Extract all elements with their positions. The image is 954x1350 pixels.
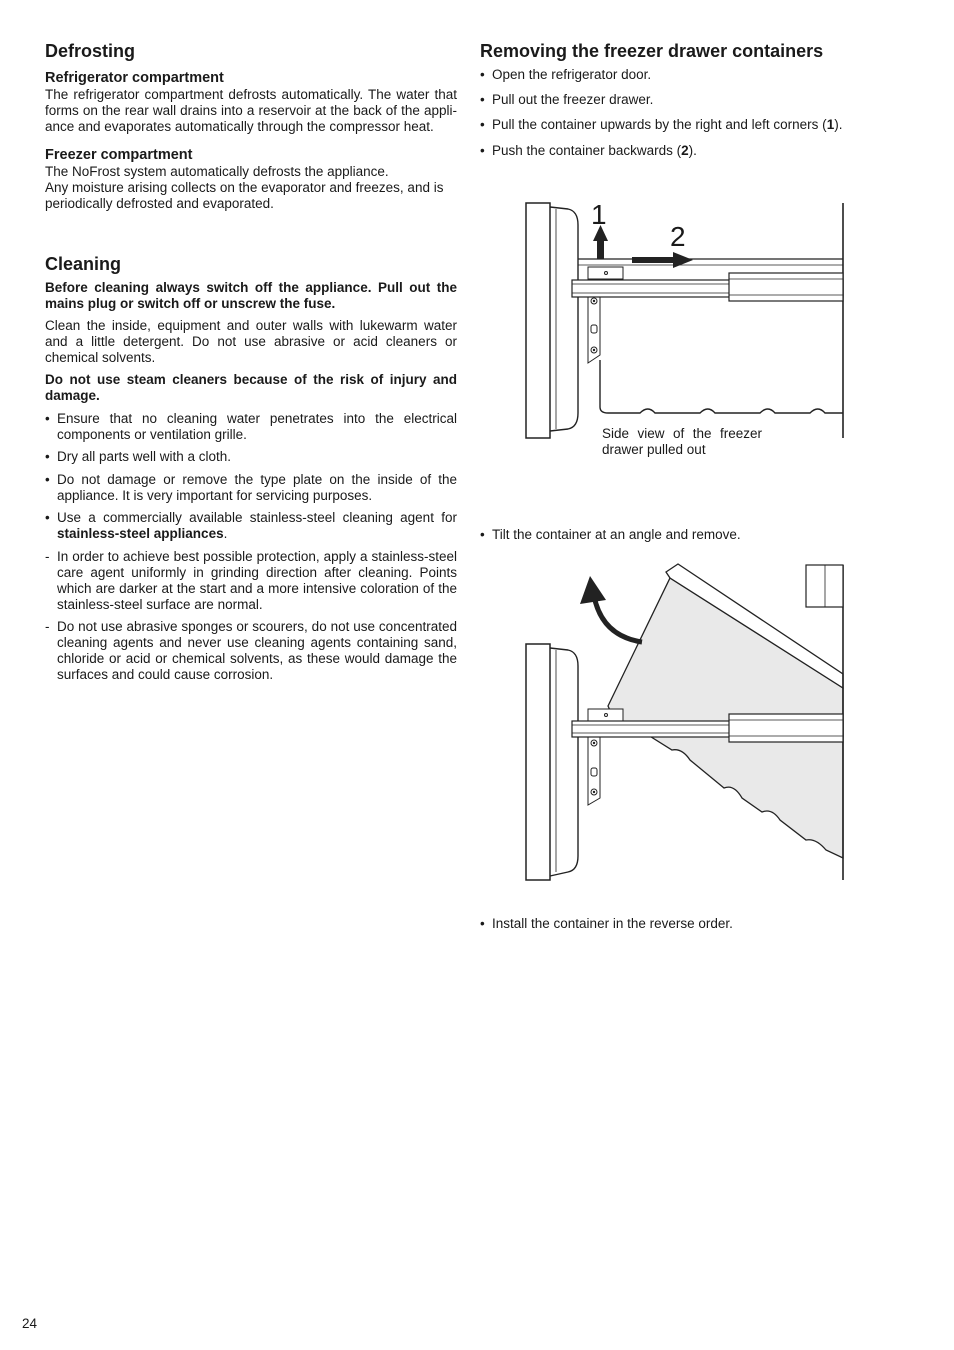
step-tilt-list xyxy=(480,527,880,543)
step-tilt-remove: • Tilt the container at an angle and remove. xyxy=(480,527,880,543)
stainless-bullet-prefix: Use a commercially available stainless-steel cleaning agent for xyxy=(57,510,457,525)
stainless-care-item-protection: - In order to achieve best possible protection, apply a stainless-steel care agent uniformly in grinding direction after cleaning. Points which are darker at the start and a more intensive coloration of the stainless-steel surface are normal. xyxy=(45,549,457,613)
step4-prefix: Push the container backwards ( xyxy=(492,143,682,158)
stainless-bullet-bold: stainless-steel appliances xyxy=(57,526,224,541)
cleaning-bullet-stainless-steel xyxy=(45,510,457,542)
stainless-care-item-abrasives: - Do not use abrasive sponges or scourers, do not use concentrated cleaning agents and never use cleaning agents containing sand, chloride or acid or chemical solvents, as these would damage the surfaces and could cause corrosion. xyxy=(45,619,457,683)
step-push-backwards xyxy=(480,143,880,159)
step4-suffix: ). xyxy=(688,143,697,158)
step-open-door: • Open the refrigerator door. xyxy=(480,67,880,83)
removing-steps-list xyxy=(480,67,880,159)
defrosting-title: Defrosting xyxy=(45,41,135,61)
figure-drawer-side-view xyxy=(520,195,850,457)
cleaning-warning-switch-off: Before cleaning always switch off the appliance. Pull out the mains plug or switch off or unscrew the fuse. xyxy=(45,280,457,311)
step-pull-drawer: • Pull out the freezer drawer. xyxy=(480,92,880,108)
stainless-care-list xyxy=(45,549,457,683)
removing-containers-title: Removing the freezer drawer containers xyxy=(480,41,824,61)
right-column xyxy=(480,40,880,159)
freezer-compartment-text-1: The NoFrost system automatically defrosts the appliance. xyxy=(45,164,389,179)
cleaning-bullet-list xyxy=(45,411,457,542)
figure1-caption: Side view of the freezer drawer pulled out xyxy=(602,426,762,457)
freezer-compartment-heading: Freezer compartment xyxy=(45,147,193,163)
figure-container-tilt xyxy=(520,560,850,885)
cleaning-bullet-water: • Ensure that no cleaning water penetrates into the electrical components or ventilation grille. xyxy=(45,411,457,443)
step-install-reverse: • Install the container in the reverse order. xyxy=(480,916,880,932)
stainless-bullet-suffix: . xyxy=(223,526,228,541)
step4-bold: 2 xyxy=(681,143,689,158)
step3-suffix: ). xyxy=(834,117,843,132)
left-column xyxy=(45,40,457,683)
freezer-compartment-text-2: Any moisture arising collects on the evaporator and freezes, and is periodically defrosted and evaporated. xyxy=(45,180,444,211)
cleaning-bullet-dry: • Dry all parts well with a cloth. xyxy=(45,449,457,465)
cleaning-bullet-type-plate: • Do not damage or remove the type plate on the inside of the appliance. It is very important for servicing purposes. xyxy=(45,472,457,504)
refrigerator-compartment-heading: Refrigerator compartment xyxy=(45,70,224,86)
step3-prefix: Pull the container upwards by the right and left corners ( xyxy=(492,117,827,132)
figure1-step-number-2: 2 xyxy=(670,221,686,252)
step-pull-container-up xyxy=(480,117,880,133)
cleaning-intro: Clean the inside, equipment and outer walls with lukewarm water and a little detergent. Do not use abrasive or acid cleaners or chemical solvents. xyxy=(45,318,457,365)
refrigerator-compartment-text: The refrigerator compartment defrosts automatically. The water that forms on the rear wall drains into a reservoir at the back of the appli-ance and evaporates automatically through the compressor heat. xyxy=(45,87,457,134)
container-tilt-drawing xyxy=(520,560,850,885)
page-number: 24 xyxy=(22,1316,38,1331)
figure1-step-number-1: 1 xyxy=(591,199,607,230)
step3-bold: 1 xyxy=(826,117,835,132)
step-install-list xyxy=(480,916,880,932)
cleaning-title: Cleaning xyxy=(45,254,122,274)
cleaning-warning-steam: Do not use steam cleaners because of the risk of injury and damage. xyxy=(45,372,457,403)
